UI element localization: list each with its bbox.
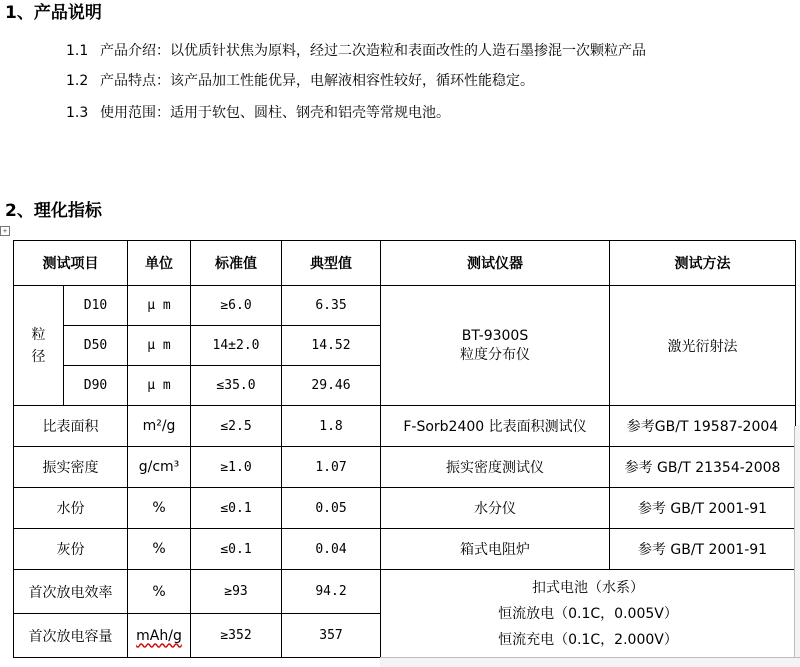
vertical-scrollbar[interactable] [794, 426, 800, 666]
cell-standard: ≤0.1 [191, 488, 282, 529]
cell-unit: μ m [128, 326, 191, 366]
cell-typical: 0.04 [282, 529, 381, 570]
intro-item-2 [66, 71, 534, 91]
cell-standard: ≤0.1 [191, 529, 282, 570]
cell-typical: 14.52 [282, 326, 381, 366]
cell-unit: % [128, 570, 191, 614]
table-header-row [14, 241, 796, 286]
intro-item-1-number: 1.1 [66, 43, 89, 59]
header-test-item: 测试项目 [14, 241, 128, 286]
cell-instrument: 箱式电阻炉 [381, 529, 610, 570]
particle-instrument-name: 粒度分布仪 [460, 346, 530, 363]
cell-name: 振实密度 [14, 447, 128, 488]
cell-name: D90 [64, 366, 128, 406]
cell-typical: 1.07 [282, 447, 381, 488]
cell-name: D10 [64, 286, 128, 326]
cell-unit: % [128, 488, 191, 529]
table-row-first-efficiency [14, 570, 796, 614]
cell-instrument: F-Sorb2400 比表面积测试仪 [381, 406, 610, 447]
intro-item-1-label: 产品介绍： [100, 43, 170, 59]
intro-item-3-label: 使用范围： [100, 105, 170, 121]
table-row-specific-surface [14, 406, 796, 447]
condition-line-3: 恒流充电（0.1C，2.000V） [498, 631, 678, 648]
cell-instrument: 水分仪 [381, 488, 610, 529]
section-2-title: 2、理化指标 [5, 201, 102, 221]
cell-name: D50 [64, 326, 128, 366]
cell-standard: ≤35.0 [191, 366, 282, 406]
intro-item-2-label: 产品特点： [100, 73, 170, 89]
cell-method: 参考 GB/T 21354-2008 [610, 447, 796, 488]
table-row-d10 [14, 286, 796, 326]
cell-method: 参考GB/T 19587-2004 [610, 406, 796, 447]
cell-name: 水份 [14, 488, 128, 529]
cell-standard: ≤2.5 [191, 406, 282, 447]
cell-unit: g/cm³ [128, 447, 191, 488]
capacity-unit-text: mAh/g [136, 627, 182, 644]
cell-standard: ≥1.0 [191, 447, 282, 488]
cell-typical: 29.46 [282, 366, 381, 406]
intro-item-1 [66, 41, 646, 61]
cell-standard: ≥352 [191, 614, 282, 658]
cell-typical: 357 [282, 614, 381, 658]
condition-line-2: 恒流放电（0.1C，0.005V） [498, 605, 678, 622]
cell-name: 首次放电效率 [14, 570, 128, 614]
cell-unit: μ m [128, 366, 191, 406]
header-typical: 典型值 [282, 241, 381, 286]
intro-item-2-number: 1.2 [66, 73, 89, 89]
cell-standard: 14±2.0 [191, 326, 282, 366]
header-method: 测试方法 [610, 241, 796, 286]
cell-unit: % [128, 529, 191, 570]
cell-method: 参考 GB/T 2001-91 [610, 488, 796, 529]
cell-name: 灰份 [14, 529, 128, 570]
cell-typical: 6.35 [282, 286, 381, 326]
cell-unit: m²/g [128, 406, 191, 447]
test-condition-cell [381, 570, 796, 658]
cell-name: 比表面积 [14, 406, 128, 447]
particle-method-cell: 激光衍射法 [610, 286, 796, 406]
spec-table [13, 240, 796, 658]
particle-instrument-cell [381, 286, 610, 406]
cell-standard: ≥93 [191, 570, 282, 614]
cell-instrument: 振实密度测试仪 [381, 447, 610, 488]
cell-unit: μ m [128, 286, 191, 326]
particle-size-group-label: 粒 径 [14, 286, 64, 406]
intro-item-2-text: 该产品加工性能优异，电解液相容性较好，循环性能稳定。 [170, 73, 534, 89]
header-unit: 单位 [128, 241, 191, 286]
intro-item-3-text: 适用于软包、圆柱、钢壳和铝壳等常规电池。 [170, 105, 450, 121]
cell-typical: 1.8 [282, 406, 381, 447]
intro-item-3-number: 1.3 [66, 105, 89, 121]
cell-typical: 94.2 [282, 570, 381, 614]
cell-standard: ≥6.0 [191, 286, 282, 326]
cell-name: 首次放电容量 [14, 614, 128, 658]
table-row-tap-density [14, 447, 796, 488]
cell-method: 参考 GB/T 2001-91 [610, 529, 796, 570]
intro-item-3 [66, 103, 450, 123]
intro-item-1-text: 以优质针状焦为原料，经过二次造粒和表面改性的人造石墨掺混一次颗粒产品 [170, 43, 646, 59]
table-row-ash [14, 529, 796, 570]
header-instrument: 测试仪器 [381, 241, 610, 286]
table-row-moisture [14, 488, 796, 529]
table-move-handle-icon[interactable]: + [0, 226, 10, 236]
cell-typical: 0.05 [282, 488, 381, 529]
header-standard: 标准值 [191, 241, 282, 286]
cell-unit [128, 614, 191, 658]
condition-line-1: 扣式电池（水系） [532, 579, 644, 596]
section-1-title: 1、产品说明 [5, 3, 102, 23]
particle-instrument-model: BT-9300S [461, 327, 529, 344]
